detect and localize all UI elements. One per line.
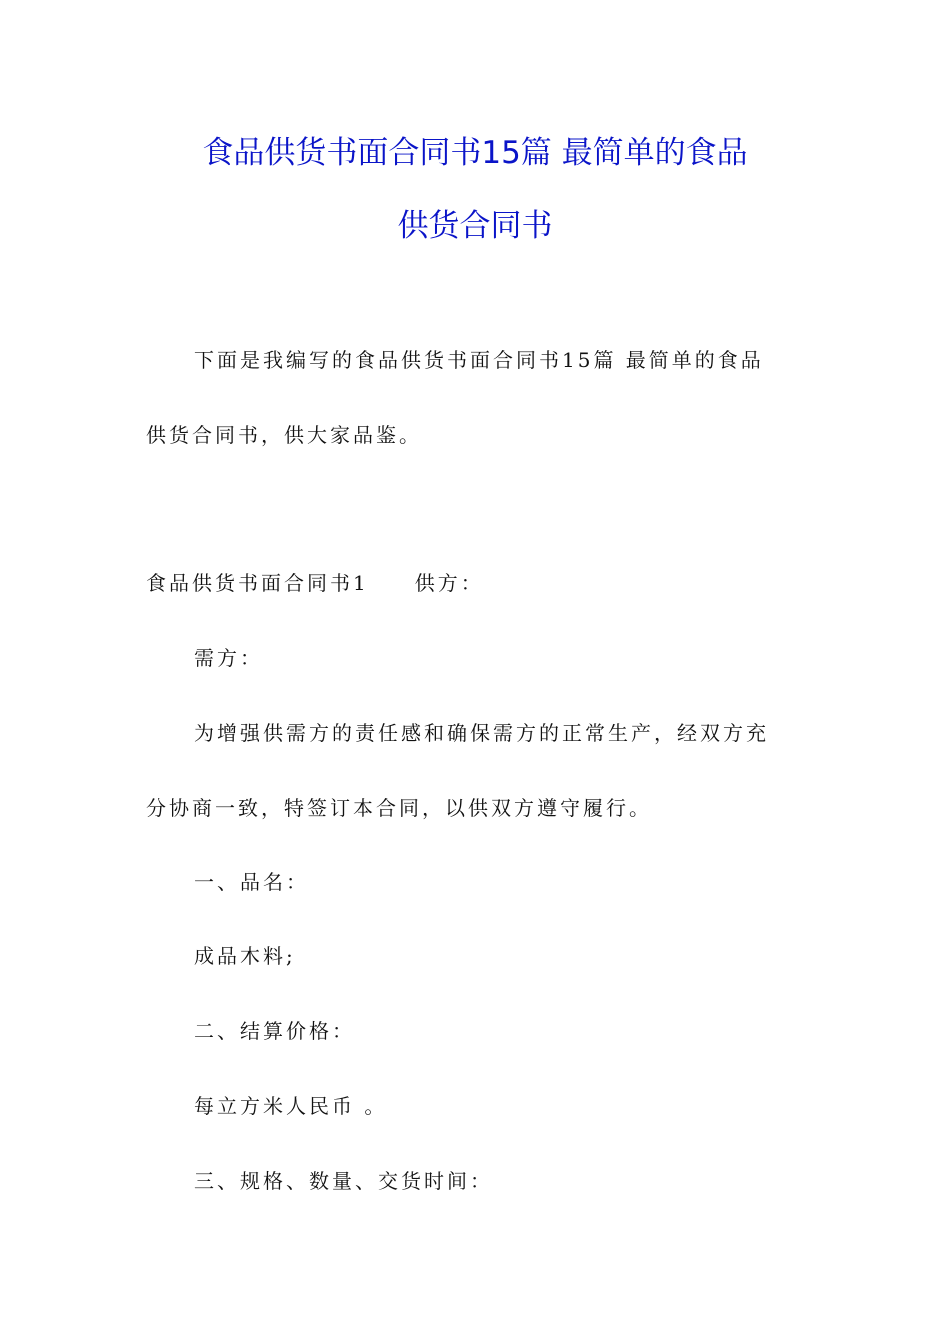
demand-party-line: 需方：	[194, 646, 263, 670]
purpose-line-1: 为增强供需方的责任感和确保需方的正常生产，经双方充	[194, 721, 769, 745]
item-3-label: 三、规格、数量、交货时间：	[194, 1169, 493, 1193]
item-1-label: 一、品名：	[194, 870, 309, 894]
document-title-line-1: 食品供货书面合同书15篇 最简单的食品	[202, 135, 748, 171]
item-2-label: 二、结算价格：	[194, 1019, 355, 1043]
purpose-line-2: 分协商一致，特签订本合同，以供双方遵守履行。	[146, 796, 652, 820]
item-2-value: 每立方米人民币 。	[194, 1094, 388, 1118]
intro-line-1: 下面是我编写的食品供货书面合同书15篇 最简单的食品	[194, 348, 764, 372]
document-title-line-2: 供货合同书	[397, 208, 553, 244]
intro-line-2: 供货合同书，供大家品鉴。	[146, 423, 422, 447]
contract-heading: 食品供货书面合同书1 供方：	[146, 571, 484, 595]
item-1-value: 成品木料;	[194, 944, 296, 968]
